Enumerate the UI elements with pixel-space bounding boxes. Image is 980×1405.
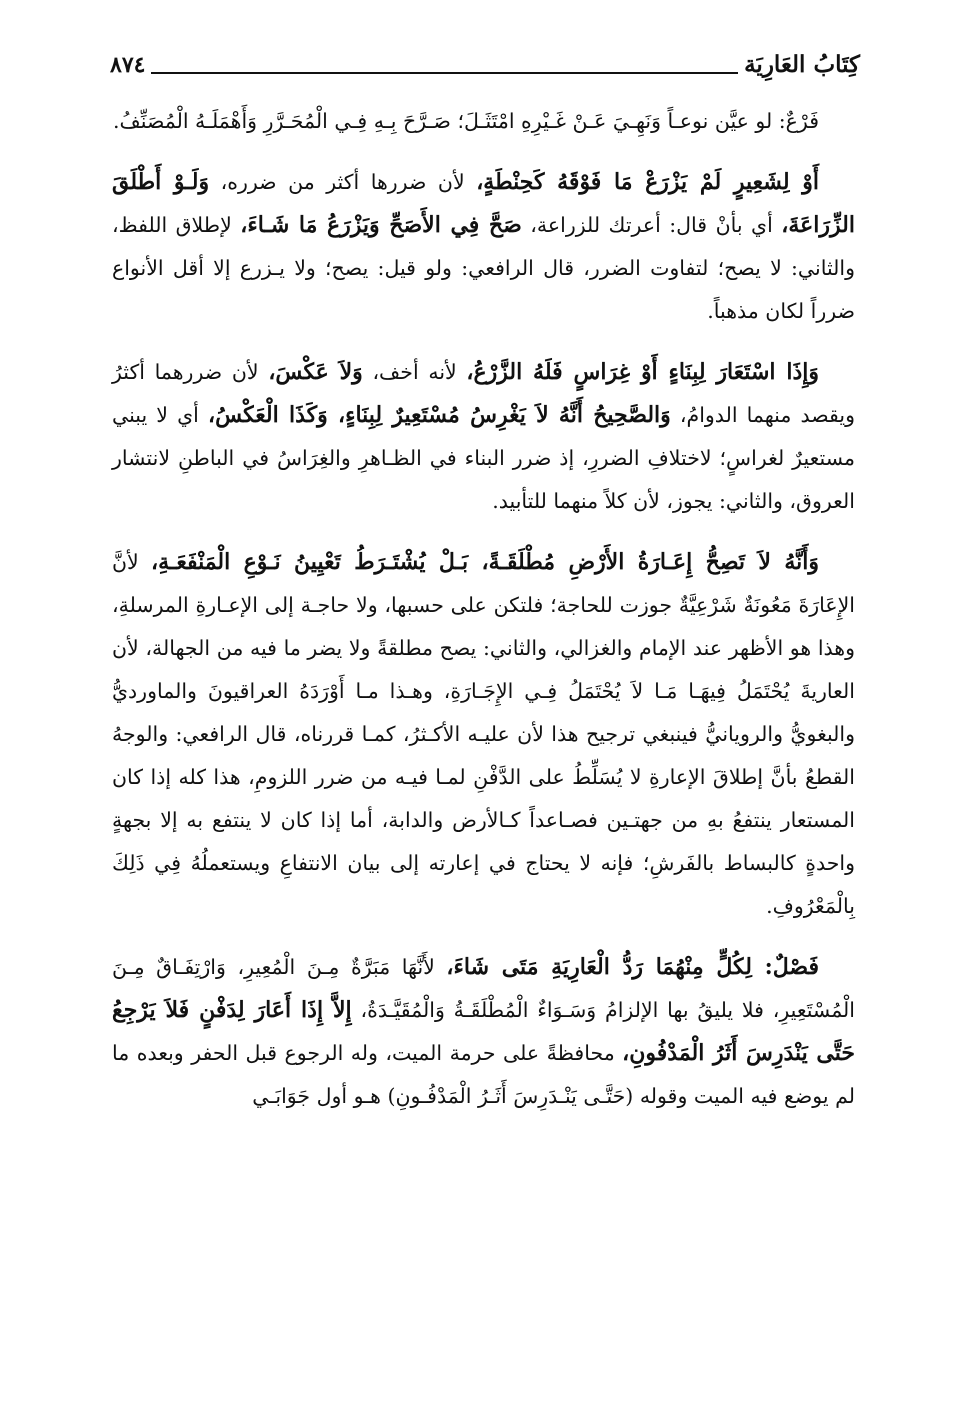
matn-text: وَإِذَا اسْتَعَارَ لِبِنَاءٍ أَوْ غِرَاسٍ فَلَهُ الزَّرْعُ، xyxy=(466,359,819,385)
commentary-text: محافظةً على حرمة الميت، وله الرجوع قبل الحفر وبعده ما لم يوضع فيه الميت وقوله (حَتَّـى يَنْـدَرِسَ أَثَـرُ الْمَدْفُـونِ) هـو أول جَوَابَـي xyxy=(112,1041,855,1108)
paragraph-binaa xyxy=(112,351,855,523)
matn-text: وَلاَ عَكْسَ، xyxy=(268,359,363,385)
commentary-text: لإطلاق اللفظ، والثاني: لا يصح؛ لتفاوت الضرر، قال الرافعي: ولو قيل: يصح؛ ولا يـزرع إلا أقل الأنواع ضرراً لكان مذهباً. xyxy=(112,213,855,323)
header-rule xyxy=(151,72,738,74)
paragraph-shair xyxy=(112,161,855,333)
matn-text: أَوْ لِشَعِيرٍ لَمْ يَزْرَعْ مَا فَوْقَهُ كَحِنْطَةٍ، xyxy=(476,169,819,195)
matn-text: وَأَنَّهُ لاَ تَصِحُّ إِعَـارَةُ الأَرْضِ مُطْلَقَـةً، بَـلْ يُشْتَـرَطُ تَعْيِينُ نَـوْعِ الْمَنْفَعَـةِ، xyxy=(150,549,819,575)
matn-text: وَالصَّحِيحُ أَنَّهُ لاَ يَغْرِسُ مُسْتَعِيرٌ لِبِنَاءٍ، وَكَذَا الْعَكْسُ، xyxy=(207,402,671,428)
page-body xyxy=(112,100,855,1136)
matn-text: صَحَّ فِي الأَصَحِّ وَيَزْرَعُ مَا شَـاءَ، xyxy=(240,212,522,238)
running-header xyxy=(110,42,860,82)
commentary-text: لأنه أخف، xyxy=(362,360,467,384)
commentary-text: لأنَّ الإِعَارَةَ مَعُونَةٌ شَرْعِيَّةٌ جوزت للحاجة؛ فلتكن على حسبها، ولا حاجـة إلى الإعـارةِ المرسلةِ، وهذا هو الأظهر عند الإمام والغزالي، والثاني: يصح مطلقةً ولا يضر ما فيه من الجهالة، لأن العاريةَ يُحْتَمَلُ فِيهَـا مَـا لاَ يُحْتَمَلُ فِـي الإِجَـارَةِ، وهـذا مـا أَوْرَدَهُ العراقيونَ والماورديُّ والبغويُّ والرويانيُّ فينبغي ترجيح هذا لأن عليـه الأكـثرُ، كمـا قررناه، قال الرافعي: والوجهُ القطعُ بأنَّ إطلاقَ الإعارةِ لا يُسَلِّطُ على الدَّفْنِ لمـا فيـه من ضرر اللزومِ، هذا كله إذا كان المستعار ينتفعُ بهِ من جهتـين فصـاعداً كـالأرض والدابة، أما إذا كان لا ينتفع به إلا بجهةٍ واحدةٍ كالبساط بالفَرشِ؛ فإنه لا يحتاج في إعارته إلى بيان الانتفاعِ ويستعملُهُ فِي ذَلِكَ بِالْمَعْرُوفِ. xyxy=(112,550,855,918)
matn-text: وَلَـوْ أَطْلَقَ الزِّرَاعَةَ، xyxy=(112,169,855,238)
matn-text: إِلاَّ إِذَا أَعَارَ لِدَفْنٍ فَلاَ يَرْجِعُ حَتَّى يَنْدَرِسَ أَثَرُ الْمَدْفُونِ، xyxy=(112,997,855,1066)
page-number: ٨٧٤ xyxy=(110,52,146,78)
commentary-text: فَرْعٌ: لو عيَّن نوعـاً وَنَهِـيَ عَـنْ غَـيْرِهِ امْتَثَـلَ؛ صَـرَّحَ بِـهِ فِـي الْمُحَـرَّرِ وَأَهْمَلَـهُ الْمُصَنِّفُ. xyxy=(113,109,819,133)
matn-text: فَصْلٌ: لِكُلٍّ مِنْهُمَا رَدُّ الْعَارِيَةِ مَتَى شَاءَ، xyxy=(446,954,819,980)
commentary-text: لأن ضررهما أكثرُ ويقصد منهما الدوامُ، xyxy=(112,360,855,427)
paragraph-far xyxy=(112,100,855,143)
running-title: كِتَابُ العَارِيَة xyxy=(744,51,860,78)
commentary-text: لأن ضررها أكثر من ضرره، xyxy=(209,170,477,194)
paragraph-itlaq xyxy=(112,541,855,928)
commentary-text: لأَنَّهَا مَبَرَّةٌ مِـنَ الْمُعِيرِ، وَارْتِفَـاقٌ مِـنَ الْمُسْتَعِيرِ، فلا يليقُ بها الإلزامُ وَسَـوَاءٌ الْمُطْلَقَـةُ وَالْمُقَيَّـدَةُ، xyxy=(112,955,855,1022)
commentary-text: أي لا يبني مستعيرٌ لغراسٍ؛ لاختلافِ الضررِ، إذ ضرر البناء في الظـاهرِ والغِرَاسُ في الباطنِ لانتشار العروق، والثاني: يجوز، لأن كلاً منهما للتأبيد. xyxy=(112,403,855,513)
commentary-text: أي بأنْ قال: أعرتك للزراعة، xyxy=(521,213,782,237)
paragraph-fasl xyxy=(112,946,855,1118)
